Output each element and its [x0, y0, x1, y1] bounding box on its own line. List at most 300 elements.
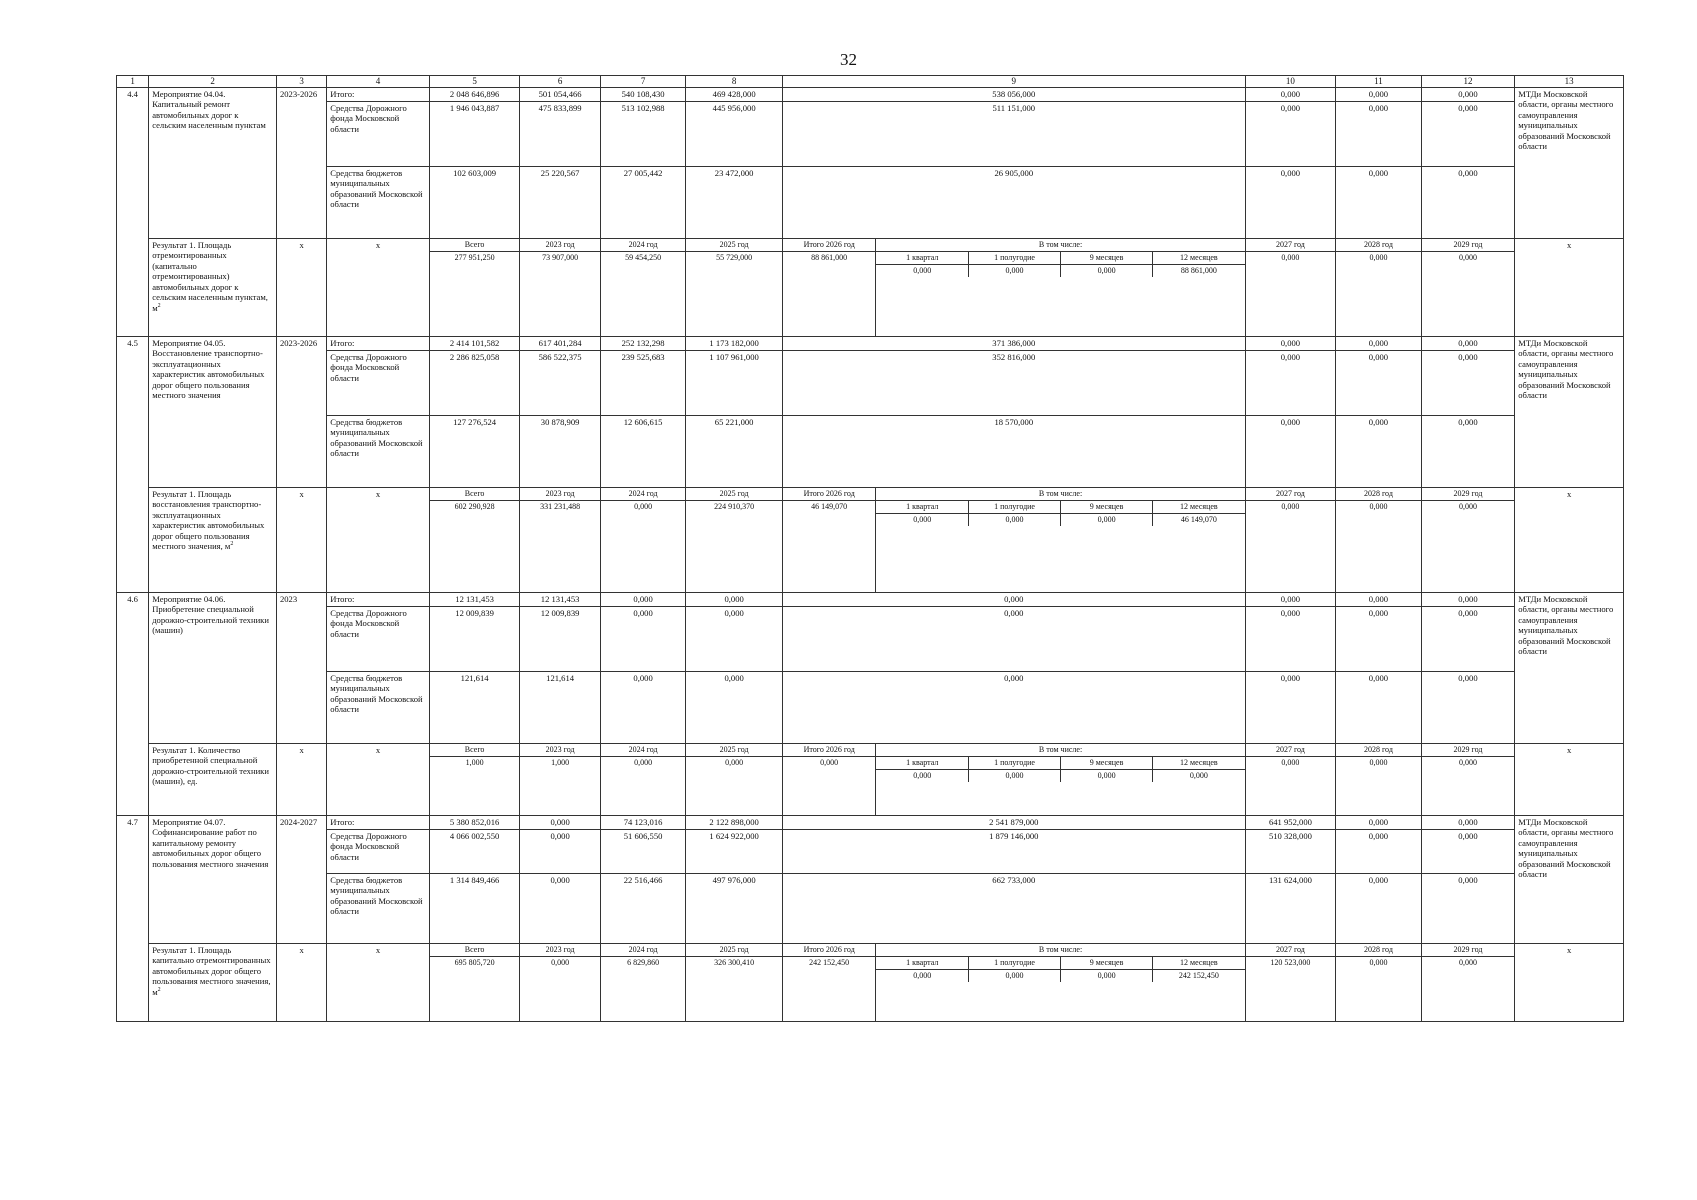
result-cell-y2024 — [600, 239, 686, 337]
result-value-y2027: 0,000 — [1281, 502, 1300, 511]
amount-2024: 0,000 — [600, 607, 686, 672]
page-number: 32 — [840, 50, 857, 69]
result-value-h1: 0,000 — [969, 514, 1061, 527]
result-col3: х — [276, 744, 326, 816]
amount-2025: 1 624 922,000 — [686, 830, 783, 874]
result-value-y2024: 0,000 — [634, 758, 653, 767]
program-table — [116, 75, 1624, 1022]
col-header-11: 11 — [1336, 76, 1422, 88]
result-value-y2029: 0,000 — [1458, 253, 1477, 262]
result-including — [876, 744, 1245, 816]
measure-title: Мероприятие 04.06. Приобретение специальной дорожно-строительной техники (машин) — [149, 593, 277, 744]
amount-2025: 2 122 898,000 — [686, 816, 783, 830]
col-header-5: 5 — [429, 76, 520, 88]
col-header-2: 2 — [149, 76, 277, 88]
result-value-q1: 0,000 — [913, 771, 932, 780]
amount-2027: 0,000 — [1245, 167, 1336, 239]
result-cell-total — [429, 239, 520, 337]
amount-2027: 0,000 — [1245, 351, 1336, 416]
result-header-including: В том числе: — [876, 744, 1244, 757]
result-header-y2029: 2029 год — [1422, 488, 1515, 501]
result-value-y2026_total: 0,000 — [820, 758, 839, 767]
funding-source: Итого: — [327, 593, 430, 607]
amount-2023: 586 522,375 — [520, 351, 600, 416]
result-header-h1: 1 полугодие — [969, 501, 1061, 514]
result-value-y2027: 120 523,000 — [1270, 958, 1311, 967]
result-row — [117, 944, 1624, 1022]
amount-2029: 0,000 — [1421, 816, 1515, 830]
result-header-y2029: 2029 год — [1422, 239, 1515, 252]
result-col13: х — [1515, 488, 1624, 593]
col-header-7: 7 — [600, 76, 686, 88]
amount-2024: 513 102,988 — [600, 102, 686, 167]
result-row — [117, 744, 1624, 816]
result-col13: х — [1515, 944, 1624, 1022]
amount-2028: 0,000 — [1336, 672, 1422, 744]
result-including — [876, 488, 1245, 593]
amount-2029: 0,000 — [1421, 607, 1515, 672]
result-header-y2023: 2023 год — [520, 744, 599, 757]
result-header-m9: 9 месяцев — [1061, 957, 1153, 970]
result-cell-y2029 — [1421, 239, 1515, 337]
result-text: Результат 1. Площадь капитально отремонтированных автомобильных дорог общего пользования местного значения, м — [152, 945, 271, 997]
result-text: Результат 1. Количество приобретенной специальной дорожно-строительной техники (машин), ед. — [152, 745, 269, 787]
amount-2025: 1 173 182,000 — [686, 337, 783, 351]
result-header-y2028: 2028 год — [1336, 944, 1421, 957]
amount-2029: 0,000 — [1421, 351, 1515, 416]
finance-row — [117, 816, 1624, 830]
amount-2029: 0,000 — [1421, 416, 1515, 488]
amount-2025: 65 221,000 — [686, 416, 783, 488]
result-value-y2025: 0,000 — [725, 758, 744, 767]
amount-2025: 497 976,000 — [686, 874, 783, 944]
result-cell-y2023 — [520, 944, 600, 1022]
executor: МТДи Московской области, органы местного самоуправления муниципальных образований Московской области — [1515, 816, 1624, 944]
amount-2028: 0,000 — [1336, 351, 1422, 416]
result-header-q1: 1 квартал — [876, 957, 968, 970]
result-header-y2024: 2024 год — [601, 744, 686, 757]
col-header-8: 8 — [686, 76, 783, 88]
result-cell-y2023 — [520, 744, 600, 816]
amount-2028: 0,000 — [1336, 167, 1422, 239]
result-value-total: 602 290,928 — [454, 502, 495, 511]
result-cell-y2029 — [1421, 944, 1515, 1022]
amount-2025: 469 428,000 — [686, 88, 783, 102]
result-value-y2029: 0,000 — [1458, 502, 1477, 511]
col-header-10: 10 — [1245, 76, 1336, 88]
result-col3: х — [276, 944, 326, 1022]
amount-2028: 0,000 — [1336, 102, 1422, 167]
finance-row — [117, 351, 1624, 416]
result-label — [149, 944, 277, 1022]
amount-2027: 131 624,000 — [1245, 874, 1336, 944]
finance-row — [117, 593, 1624, 607]
amount-2023: 121,614 — [520, 672, 600, 744]
amount-2028: 0,000 — [1336, 607, 1422, 672]
amount-2023: 501 054,466 — [520, 88, 600, 102]
measure-years: 2023 — [276, 593, 326, 744]
column-number-row — [117, 76, 1624, 88]
amount-2028: 0,000 — [1336, 337, 1422, 351]
result-header-m9: 9 месяцев — [1061, 757, 1153, 770]
amount-2028: 0,000 — [1336, 88, 1422, 102]
amount-2027: 641 952,000 — [1245, 816, 1336, 830]
result-cell-y2026_total — [782, 239, 876, 337]
result-value-y2027: 0,000 — [1281, 253, 1300, 262]
amount-2023: 12 009,839 — [520, 607, 600, 672]
result-cell-y2023 — [520, 488, 600, 593]
result-value-m9: 0,000 — [1061, 265, 1153, 278]
result-header-total: Всего — [430, 744, 520, 757]
result-header-including: В том числе: — [876, 488, 1244, 501]
result-cell-total — [429, 744, 520, 816]
amount-2023: 0,000 — [520, 816, 600, 830]
result-cell-y2029 — [1421, 744, 1515, 816]
funding-source: Итого: — [327, 816, 430, 830]
amount-2026: 0,000 — [782, 607, 1245, 672]
result-header-q1: 1 квартал — [876, 501, 968, 514]
amount-2027: 0,000 — [1245, 416, 1336, 488]
funding-source: Средства бюджетов муниципальных образований Московской области — [327, 167, 430, 239]
amount-2025: 1 107 961,000 — [686, 351, 783, 416]
amount-2028: 0,000 — [1336, 416, 1422, 488]
result-cell-y2027 — [1245, 744, 1336, 816]
result-cell-y2028 — [1336, 488, 1422, 593]
result-cell-y2024 — [600, 744, 686, 816]
measure-years: 2024-2027 — [276, 816, 326, 944]
result-cell-y2026_total — [782, 744, 876, 816]
result-header-including: В том числе: — [876, 944, 1244, 957]
result-cell-y2024 — [600, 944, 686, 1022]
amount-total: 2 048 646,896 — [429, 88, 520, 102]
result-header-m9: 9 месяцев — [1061, 501, 1153, 514]
result-header-y2023: 2023 год — [520, 944, 599, 957]
result-header-h1: 1 полугодие — [969, 252, 1061, 265]
amount-2025: 0,000 — [686, 607, 783, 672]
amount-2023: 0,000 — [520, 830, 600, 874]
col-header-12: 12 — [1421, 76, 1515, 88]
finance-row — [117, 672, 1624, 744]
finance-row — [117, 607, 1624, 672]
result-header-y2025: 2025 год — [686, 239, 782, 252]
result-row — [117, 239, 1624, 337]
amount-2026: 511 151,000 — [782, 102, 1245, 167]
result-text: Результат 1. Площадь восстановления транспортно-эксплуатационных характеристик автомобильных дорог общего пользования местного значения, м — [152, 489, 265, 552]
result-header-y2026_total: Итого 2026 год — [783, 488, 876, 501]
section-number: 4.4 — [117, 88, 149, 337]
amount-2024: 27 005,442 — [600, 167, 686, 239]
result-value-q1: 0,000 — [913, 266, 932, 275]
amount-2025: 0,000 — [686, 593, 783, 607]
amount-2023: 0,000 — [520, 874, 600, 944]
amount-2026: 2 541 879,000 — [782, 816, 1245, 830]
amount-2027: 0,000 — [1245, 607, 1336, 672]
result-header-y2026_total: Итого 2026 год — [783, 744, 876, 757]
result-header-y2023: 2023 год — [520, 239, 599, 252]
amount-total: 121,614 — [429, 672, 520, 744]
result-value-total: 1,000 — [465, 758, 484, 767]
result-header-m12: 12 месяцев — [1153, 501, 1245, 514]
result-value-y2025: 55 729,000 — [716, 253, 753, 262]
col-header-9: 9 — [782, 76, 1245, 88]
result-cell-y2029 — [1421, 488, 1515, 593]
result-header-q1: 1 квартал — [876, 252, 968, 265]
measure-years: 2023-2026 — [276, 337, 326, 488]
amount-2026: 0,000 — [782, 593, 1245, 607]
result-col4: х — [327, 239, 430, 337]
executor: МТДи Московской области, органы местного самоуправления муниципальных образований Московской области — [1515, 593, 1624, 744]
amount-total: 5 380 852,016 — [429, 816, 520, 830]
result-including — [876, 944, 1245, 1022]
amount-2027: 0,000 — [1245, 593, 1336, 607]
result-cell-y2027 — [1245, 944, 1336, 1022]
result-cell-y2026_total — [782, 944, 876, 1022]
result-col13: х — [1515, 239, 1624, 337]
amount-2026: 538 056,000 — [782, 88, 1245, 102]
amount-2029: 0,000 — [1421, 102, 1515, 167]
amount-total: 2 414 101,582 — [429, 337, 520, 351]
amount-total: 1 946 043,887 — [429, 102, 520, 167]
result-header-y2024: 2024 год — [601, 239, 686, 252]
col-header-3: 3 — [276, 76, 326, 88]
result-value-y2028: 0,000 — [1369, 253, 1388, 262]
result-header-m12: 12 месяцев — [1153, 757, 1245, 770]
result-cell-y2027 — [1245, 239, 1336, 337]
result-col4: х — [327, 944, 430, 1022]
funding-source: Итого: — [327, 337, 430, 351]
result-text: Результат 1. Площадь отремонтированных (капитально отремонтированных) автомобильных дорог к сельским населенным пунктам, м — [152, 240, 268, 313]
result-label — [149, 239, 277, 337]
result-cell-y2024 — [600, 488, 686, 593]
funding-source: Средства Дорожного фонда Московской области — [327, 102, 430, 167]
amount-total: 4 066 002,550 — [429, 830, 520, 874]
amount-2024: 239 525,683 — [600, 351, 686, 416]
amount-2025: 23 472,000 — [686, 167, 783, 239]
col-header-1: 1 — [117, 76, 149, 88]
amount-2027: 0,000 — [1245, 88, 1336, 102]
result-col4: х — [327, 744, 430, 816]
amount-2029: 0,000 — [1421, 672, 1515, 744]
result-header-y2028: 2028 год — [1336, 239, 1421, 252]
funding-source: Средства Дорожного фонда Московской области — [327, 351, 430, 416]
amount-2027: 0,000 — [1245, 102, 1336, 167]
result-value-m12: 0,000 — [1153, 770, 1245, 783]
funding-source: Средства бюджетов муниципальных образований Московской области — [327, 416, 430, 488]
measure-title: Мероприятие 04.07. Софинансирование работ по капитальному ремонту автомобильных дорог общего пользования местного значения — [149, 816, 277, 944]
amount-2026: 662 733,000 — [782, 874, 1245, 944]
result-label — [149, 744, 277, 816]
result-value-total: 695 805,720 — [454, 958, 495, 967]
amount-2026: 18 570,000 — [782, 416, 1245, 488]
amount-2025: 445 956,000 — [686, 102, 783, 167]
result-row — [117, 488, 1624, 593]
funding-source: Средства Дорожного фонда Московской области — [327, 830, 430, 874]
result-header-y2026_total: Итого 2026 год — [783, 944, 876, 957]
amount-2029: 0,000 — [1421, 593, 1515, 607]
result-cell-y2026_total — [782, 488, 876, 593]
col-header-13: 13 — [1515, 76, 1624, 88]
result-value-y2027: 0,000 — [1281, 758, 1300, 767]
result-value-y2024: 0,000 — [634, 502, 653, 511]
amount-2029: 0,000 — [1421, 167, 1515, 239]
result-value-m12: 242 152,450 — [1153, 970, 1245, 983]
measure-title: Мероприятие 04.05. Восстановление транспортно-эксплуатационных характеристик автомобильных дорог общего пользования местного значения — [149, 337, 277, 488]
result-header-y2025: 2025 год — [686, 744, 782, 757]
result-value-total: 277 951,250 — [454, 253, 495, 262]
result-value-q1: 0,000 — [913, 515, 932, 524]
amount-2023: 12 131,453 — [520, 593, 600, 607]
amount-2028: 0,000 — [1336, 816, 1422, 830]
result-label — [149, 488, 277, 593]
result-header-y2023: 2023 год — [520, 488, 599, 501]
amount-total: 12 131,453 — [429, 593, 520, 607]
amount-2026: 0,000 — [782, 672, 1245, 744]
result-value-h1: 0,000 — [969, 970, 1061, 983]
result-value-y2029: 0,000 — [1458, 758, 1477, 767]
result-header-y2027: 2027 год — [1246, 744, 1336, 757]
result-value-y2024: 6 829,860 — [627, 958, 660, 967]
result-value-y2026_total: 46 149,070 — [811, 502, 848, 511]
result-header-h1: 1 полугодие — [969, 957, 1061, 970]
result-col3: х — [276, 239, 326, 337]
amount-2029: 0,000 — [1421, 337, 1515, 351]
result-header-m9: 9 месяцев — [1061, 252, 1153, 265]
amount-2028: 0,000 — [1336, 830, 1422, 874]
amount-total: 1 314 849,466 — [429, 874, 520, 944]
amount-2028: 0,000 — [1336, 593, 1422, 607]
result-value-y2025: 224 910,370 — [714, 502, 755, 511]
result-header-total: Всего — [430, 488, 520, 501]
amount-total: 102 603,009 — [429, 167, 520, 239]
result-header-y2026_total: Итого 2026 год — [783, 239, 876, 252]
result-cell-y2023 — [520, 239, 600, 337]
result-header-total: Всего — [430, 944, 520, 957]
executor: МТДи Московской области, органы местного самоуправления муниципальных образований Московской области — [1515, 337, 1624, 488]
result-header-y2027: 2027 год — [1246, 239, 1336, 252]
result-cell-total — [429, 944, 520, 1022]
section-number: 4.7 — [117, 816, 149, 1022]
result-value-y2028: 0,000 — [1369, 758, 1388, 767]
section-number: 4.6 — [117, 593, 149, 816]
unit-superscript: 2 — [230, 541, 234, 548]
result-value-y2024: 59 454,250 — [625, 253, 662, 262]
result-header-q1: 1 квартал — [876, 757, 968, 770]
amount-total: 2 286 825,058 — [429, 351, 520, 416]
amount-2029: 0,000 — [1421, 874, 1515, 944]
result-header-y2027: 2027 год — [1246, 488, 1336, 501]
finance-row — [117, 102, 1624, 167]
result-header-including: В том числе: — [876, 239, 1244, 252]
result-header-total: Всего — [430, 239, 520, 252]
amount-2029: 0,000 — [1421, 88, 1515, 102]
amount-2027: 0,000 — [1245, 672, 1336, 744]
result-value-y2023: 0,000 — [551, 958, 570, 967]
col-header-4: 4 — [327, 76, 430, 88]
result-col4: х — [327, 488, 430, 593]
finance-row — [117, 874, 1624, 944]
amount-total: 127 276,524 — [429, 416, 520, 488]
result-cell-y2025 — [686, 239, 783, 337]
result-value-m9: 0,000 — [1061, 770, 1153, 783]
amount-2024: 0,000 — [600, 593, 686, 607]
result-header-y2024: 2024 год — [601, 488, 686, 501]
amount-2026: 371 386,000 — [782, 337, 1245, 351]
measure-years: 2023-2026 — [276, 88, 326, 239]
amount-2025: 0,000 — [686, 672, 783, 744]
amount-2023: 617 401,284 — [520, 337, 600, 351]
amount-2023: 30 878,909 — [520, 416, 600, 488]
result-value-y2029: 0,000 — [1458, 958, 1477, 967]
result-col13: х — [1515, 744, 1624, 816]
result-cell-y2027 — [1245, 488, 1336, 593]
amount-2027: 0,000 — [1245, 337, 1336, 351]
result-value-y2028: 0,000 — [1369, 958, 1388, 967]
result-value-m9: 0,000 — [1061, 970, 1153, 983]
amount-2026: 1 879 146,000 — [782, 830, 1245, 874]
result-value-h1: 0,000 — [969, 265, 1061, 278]
result-header-y2029: 2029 год — [1422, 944, 1515, 957]
result-cell-y2028 — [1336, 744, 1422, 816]
result-value-y2023: 73 907,000 — [542, 253, 579, 262]
result-cell-y2025 — [686, 944, 783, 1022]
result-cell-total — [429, 488, 520, 593]
result-value-y2023: 1,000 — [551, 758, 570, 767]
result-header-y2025: 2025 год — [686, 944, 782, 957]
result-cell-y2025 — [686, 744, 783, 816]
amount-2024: 12 606,615 — [600, 416, 686, 488]
result-value-y2025: 326 300,410 — [714, 958, 755, 967]
amount-2024: 540 108,430 — [600, 88, 686, 102]
result-col3: х — [276, 488, 326, 593]
unit-superscript: 2 — [157, 987, 161, 994]
result-value-m12: 46 149,070 — [1153, 514, 1245, 527]
result-value-m12: 88 861,000 — [1153, 265, 1245, 278]
amount-2026: 26 905,000 — [782, 167, 1245, 239]
section-number: 4.5 — [117, 337, 149, 593]
amount-2024: 51 606,550 — [600, 830, 686, 874]
finance-row — [117, 830, 1624, 874]
amount-2023: 25 220,567 — [520, 167, 600, 239]
result-cell-y2028 — [1336, 944, 1422, 1022]
result-header-y2024: 2024 год — [601, 944, 686, 957]
result-value-y2026_total: 242 152,450 — [809, 958, 850, 967]
result-cell-y2025 — [686, 488, 783, 593]
finance-row — [117, 416, 1624, 488]
result-header-y2025: 2025 год — [686, 488, 782, 501]
amount-2024: 0,000 — [600, 672, 686, 744]
result-value-y2028: 0,000 — [1369, 502, 1388, 511]
result-header-m12: 12 месяцев — [1153, 957, 1245, 970]
result-header-y2028: 2028 год — [1336, 488, 1421, 501]
result-value-q1: 0,000 — [913, 971, 932, 980]
amount-total: 12 009,839 — [429, 607, 520, 672]
finance-row — [117, 167, 1624, 239]
unit-superscript: 2 — [157, 303, 161, 310]
result-value-y2026_total: 88 861,000 — [811, 253, 848, 262]
amount-2024: 22 516,466 — [600, 874, 686, 944]
measure-title: Мероприятие 04.04. Капитальный ремонт автомобильных дорог к сельским населенным пунктам — [149, 88, 277, 239]
result-header-h1: 1 полугодие — [969, 757, 1061, 770]
result-header-m12: 12 месяцев — [1153, 252, 1245, 265]
funding-source: Итого: — [327, 88, 430, 102]
amount-2028: 0,000 — [1336, 874, 1422, 944]
executor: МТДи Московской области, органы местного самоуправления муниципальных образований Московской области — [1515, 88, 1624, 239]
col-header-6: 6 — [520, 76, 600, 88]
result-value-m9: 0,000 — [1061, 514, 1153, 527]
amount-2029: 0,000 — [1421, 830, 1515, 874]
funding-source: Средства бюджетов муниципальных образований Московской области — [327, 874, 430, 944]
amount-2023: 475 833,899 — [520, 102, 600, 167]
